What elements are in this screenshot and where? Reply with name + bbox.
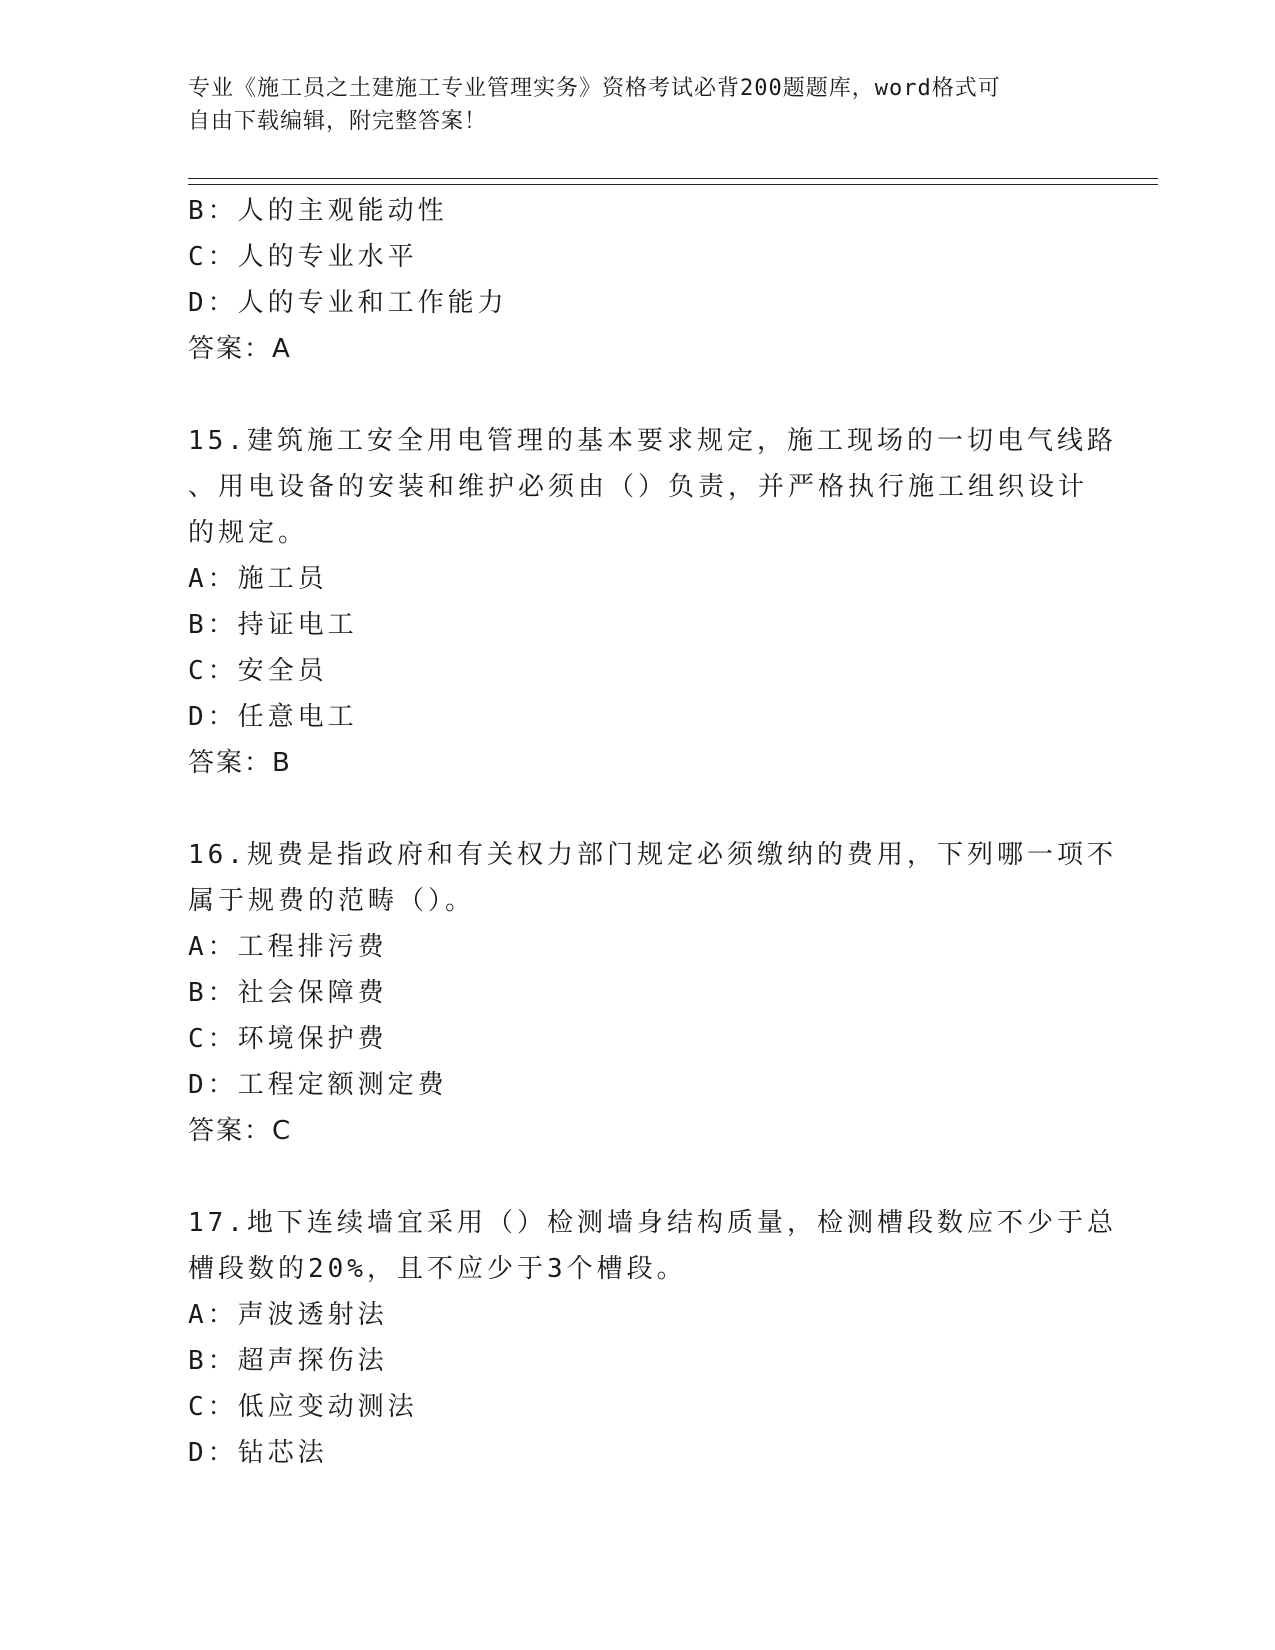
question-stem-line: 16.规费是指政府和有关权力部门规定必须缴纳的费用，下列哪一项不	[188, 840, 1117, 870]
option-d: D：人的专业和工作能力	[188, 288, 508, 318]
question-continued	[188, 188, 1088, 372]
question-stem-line: 槽段数的20%，且不应少于3个槽段。	[188, 1254, 687, 1284]
document-body	[188, 188, 1117, 1476]
option-b: B：社会保障费	[188, 978, 388, 1008]
option-d: D：钻芯法	[188, 1438, 328, 1468]
option-b: B：人的主观能动性	[188, 196, 448, 226]
answer-line: 答案：B	[188, 748, 292, 778]
option-c: C：环境保护费	[188, 1024, 388, 1054]
option-c: C：低应变动测法	[188, 1392, 418, 1422]
question-stem-line: 属于规费的范畴（）。	[188, 886, 476, 916]
header-divider	[188, 178, 1158, 185]
question-15	[188, 418, 1117, 786]
question-stem-line: 17.地下连续墙宜采用（）检测墙身结构质量，检测槽段数应不少于总	[188, 1208, 1117, 1238]
option-a: A：施工员	[188, 564, 328, 594]
question-stem-line: 、用电设备的安装和维护必须由（）负责，并严格执行施工组织设计	[188, 472, 1089, 502]
option-d: D：工程定额测定费	[188, 1070, 448, 1100]
header-line-1: 专业《施工员之土建施工专业管理实务》资格考试必背200题题库，word格式可	[188, 76, 1001, 101]
option-d: D：任意电工	[188, 702, 358, 732]
answer-line: 答案：A	[188, 334, 292, 364]
option-a: A：声波透射法	[188, 1300, 388, 1330]
option-b: B：超声探伤法	[188, 1346, 388, 1376]
option-c: C：安全员	[188, 656, 328, 686]
question-16	[188, 832, 1117, 1154]
page-header	[188, 72, 1068, 138]
option-c: C：人的专业水平	[188, 242, 418, 272]
question-stem-line: 的规定。	[188, 518, 309, 548]
answer-line: 答案：C	[188, 1116, 293, 1146]
option-b: B：持证电工	[188, 610, 358, 640]
question-17	[188, 1200, 1117, 1476]
header-line-2: 自由下载编辑，附完整答案！	[188, 109, 488, 134]
option-a: A：工程排污费	[188, 932, 388, 962]
question-stem-line: 15.建筑施工安全用电管理的基本要求规定，施工现场的一切电气线路	[188, 426, 1117, 456]
